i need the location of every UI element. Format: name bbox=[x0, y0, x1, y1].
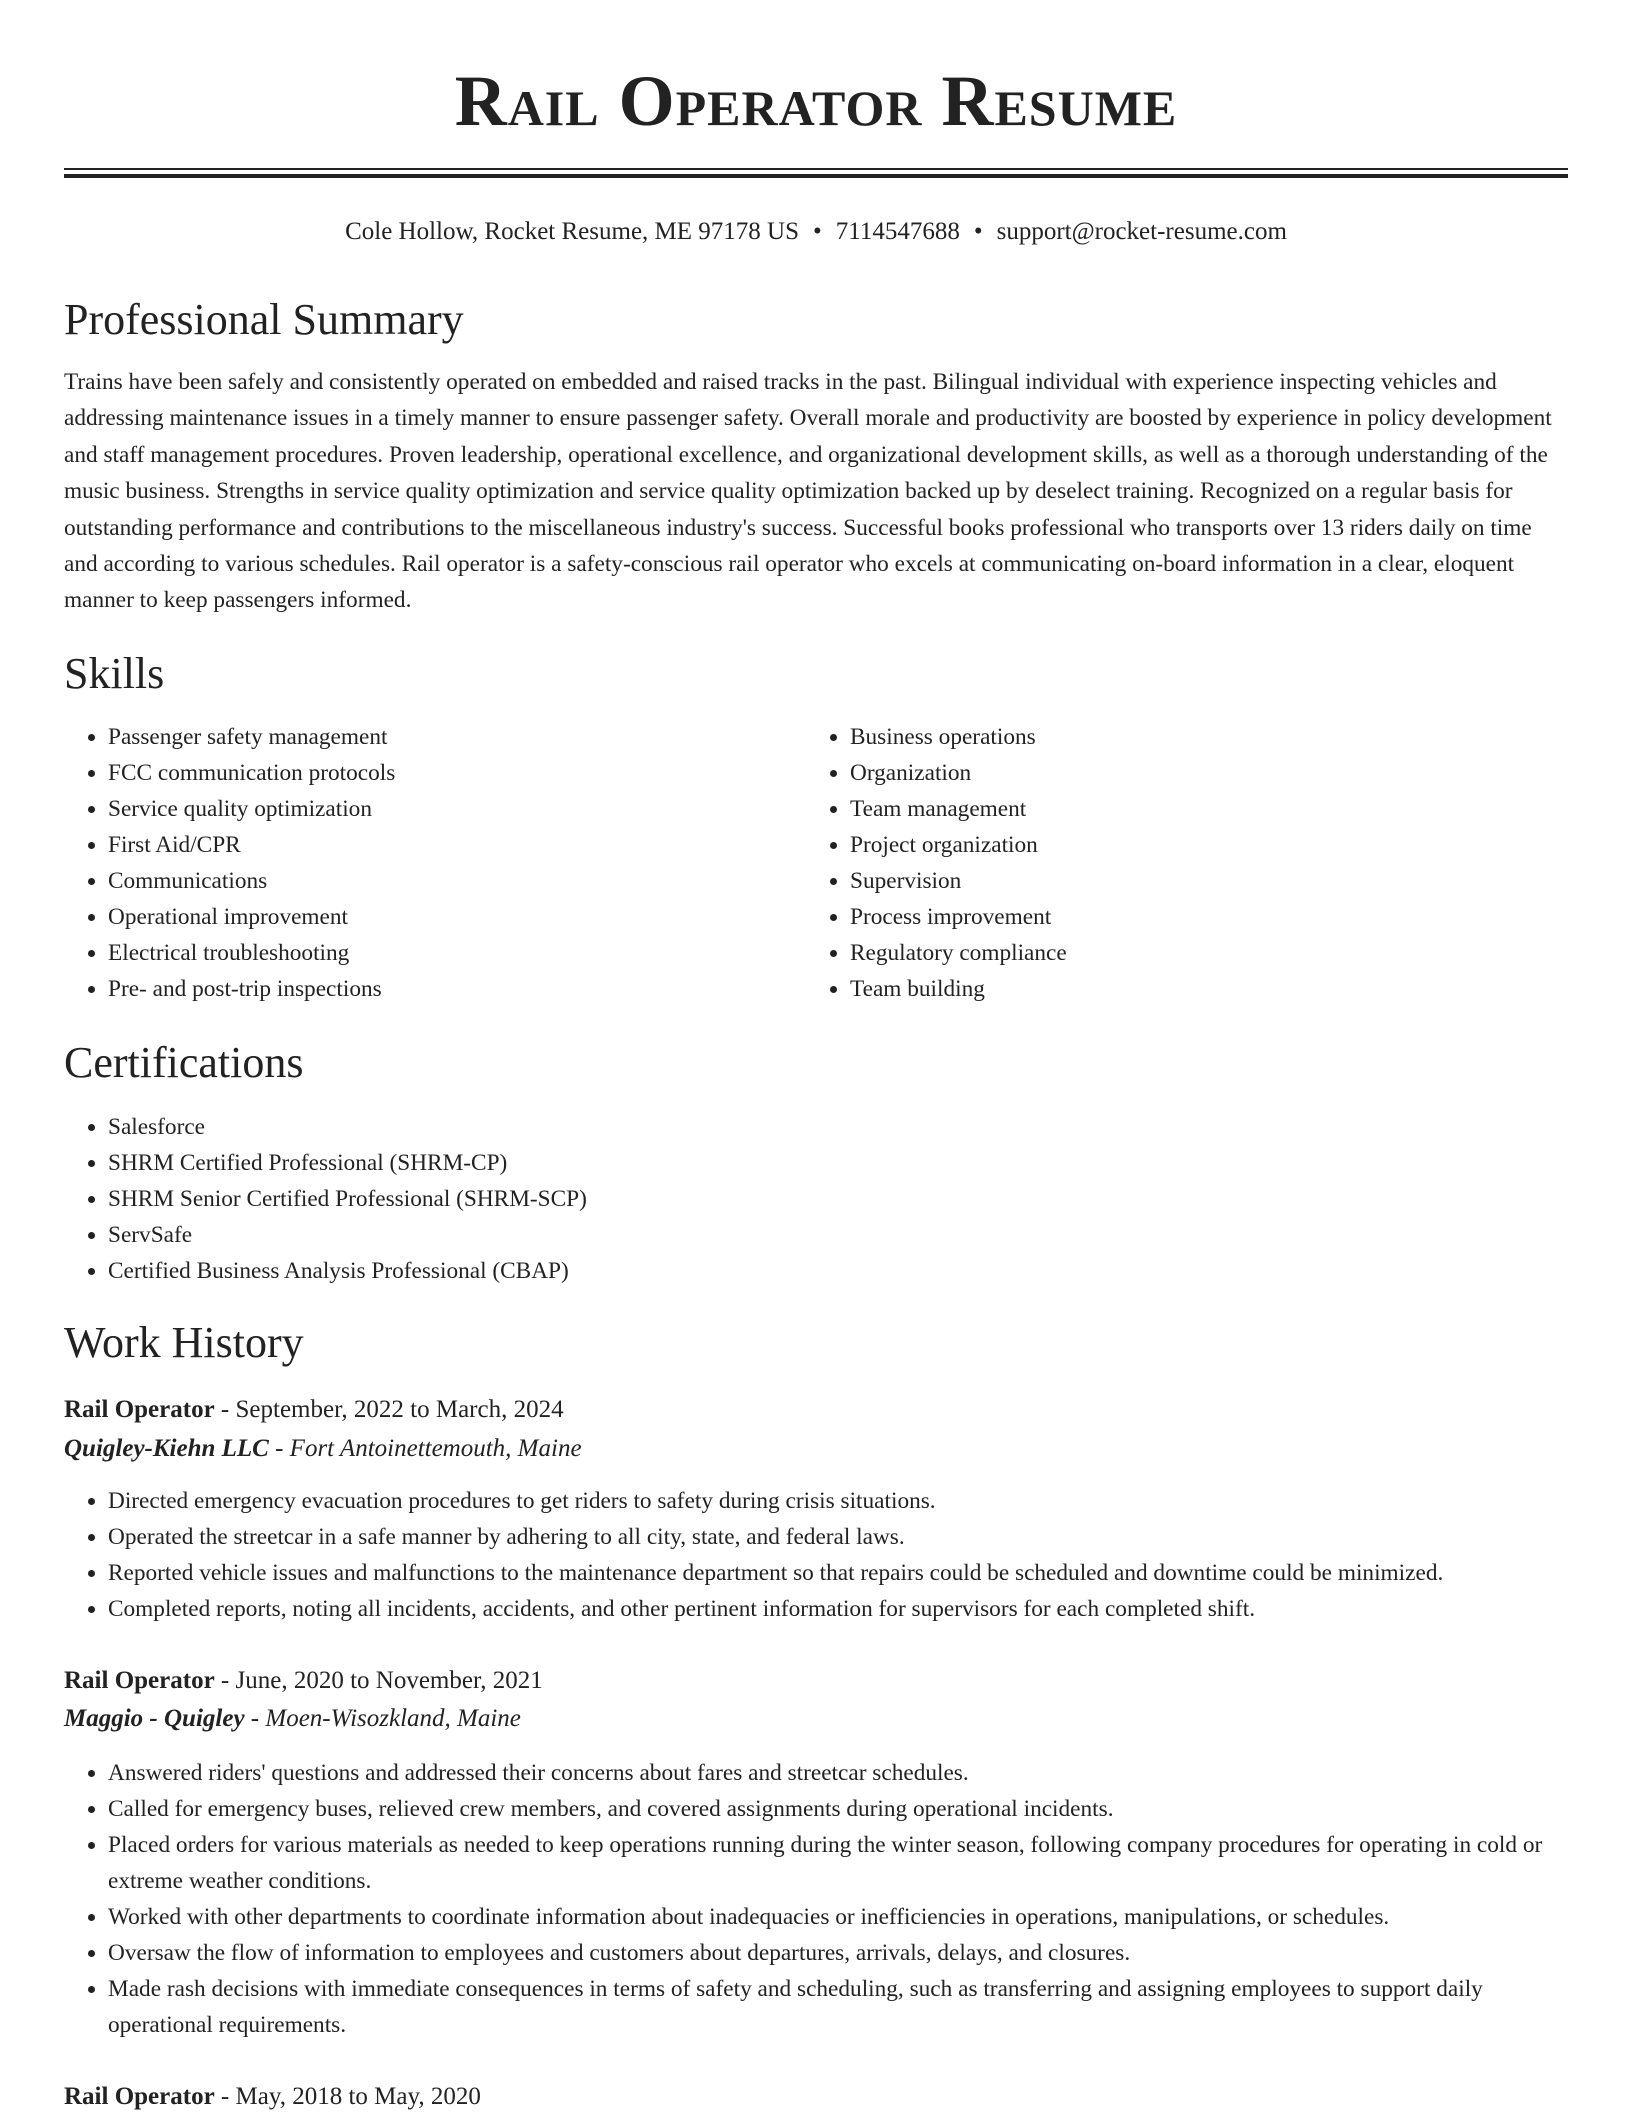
skills-list-left bbox=[64, 719, 808, 1007]
certifications-heading: Certifications bbox=[64, 1038, 304, 1087]
job-duty-item: • Made rash decisions with immediate consequences in terms of safety and scheduling, such as transferring and assigning employees to support daily operational requirements. bbox=[108, 1971, 1568, 2043]
skill-item: • Service quality optimization bbox=[108, 791, 808, 827]
skill-item: • Electrical troubleshooting bbox=[108, 935, 808, 971]
job-company-line bbox=[64, 1700, 521, 1738]
job-duty-item: • Operated the streetcar in a safe manner by adhering to all city, state, and federal laws. bbox=[108, 1519, 1568, 1555]
certification-item: • Salesforce bbox=[108, 1109, 1568, 1145]
job-dates: - September, 2022 to March, 2024 bbox=[214, 1396, 564, 1423]
job-company-line bbox=[64, 1430, 582, 1468]
summary-text: Trains have been safely and consistently operated on embedded and raised tracks in the past. Bilingual individual with experience inspecting vehicles and addressing maintenance issues in a timely manner to ensure passenger safety. Overall morale and productivity are boosted by experience in policy development and staff management procedures. Proven leadership, operational excellence, and organizational development skills, as well as a thorough understanding of the music business. Strengths in service quality optimization and service quality optimization backed up by deselect training. Recognized on a regular basis for outstanding performance and contributions to the miscellaneous industry's success. Successful books professional who transports over 13 riders daily on time and according to various schedules. Rail operator is a safety-conscious rail operator who excels at communicating on-board information in a clear, eloquent manner to keep passengers informed. bbox=[64, 369, 1552, 614]
skill-item: • Regulatory compliance bbox=[850, 935, 1550, 971]
job-duty-item: • Placed orders for various materials as needed to keep operations running during the winter season, following company procedures for operating in cold or extreme weather conditions. bbox=[108, 1827, 1568, 1899]
job-location: - Moen-Wisozkland, Maine bbox=[244, 1705, 521, 1732]
skill-item: • Project organization bbox=[850, 827, 1550, 863]
job-title-line bbox=[64, 1391, 564, 1429]
job-duty-item: • Reported vehicle issues and malfunctions to the maintenance department so that repairs could be scheduled and downtime could be minimized. bbox=[108, 1555, 1568, 1591]
skill-item: • Operational improvement bbox=[108, 899, 808, 935]
contact-address: Cole Hollow, Rocket Resume, ME 97178 US bbox=[345, 218, 799, 245]
job-duty-item: • Called for emergency buses, relieved crew members, and covered assignments during operational incidents. bbox=[108, 1791, 1568, 1827]
skill-item: • Process improvement bbox=[850, 899, 1550, 935]
skill-item: • First Aid/CPR bbox=[108, 827, 808, 863]
skill-item: • Team building bbox=[850, 971, 1550, 1007]
job-title-line bbox=[64, 1662, 543, 1700]
contact-phone: 7114547688 bbox=[835, 218, 960, 245]
job-title: Rail Operator bbox=[64, 1396, 215, 1423]
job-duty-item: • Oversaw the flow of information to employees and customers about departures, arrivals, delays, and closures. bbox=[108, 1935, 1568, 1971]
job-dates: - June, 2020 to November, 2021 bbox=[214, 1667, 543, 1694]
skill-item: • FCC communication protocols bbox=[108, 755, 808, 791]
certifications-list bbox=[64, 1109, 1568, 1289]
skill-item: • Supervision bbox=[850, 863, 1550, 899]
contact-separator: • bbox=[813, 218, 822, 245]
certification-item: • ServSafe bbox=[108, 1217, 1568, 1253]
skill-item: • Team management bbox=[850, 791, 1550, 827]
job-duties-list bbox=[64, 1483, 1568, 1627]
contact-separator: • bbox=[973, 218, 983, 245]
job-title: Rail Operator bbox=[64, 2083, 215, 2110]
job-duty-item: • Directed emergency evacuation procedures to get riders to safety during crisis situations. bbox=[108, 1483, 1568, 1519]
title-divider-thin bbox=[64, 168, 1568, 170]
job-dates: - May, 2018 to May, 2020 bbox=[214, 2083, 481, 2110]
job-title-line bbox=[64, 2078, 481, 2116]
skills-list-right bbox=[806, 719, 1550, 1007]
summary-heading: Professional Summary bbox=[64, 295, 464, 344]
certification-item: • SHRM Certified Professional (SHRM-CP) bbox=[108, 1145, 1568, 1181]
certification-item: • Certified Business Analysis Professional (CBAP) bbox=[108, 1253, 1568, 1289]
job-company: Quigley-Kiehn LLC bbox=[64, 1435, 269, 1462]
job-duty-item: • Completed reports, noting all incidents, accidents, and other pertinent information for supervisors for each completed shift. bbox=[108, 1591, 1568, 1627]
skill-item: • Pre- and post-trip inspections bbox=[108, 971, 808, 1007]
title-divider-thick bbox=[64, 174, 1568, 178]
job-duty-item: • Answered riders' questions and addressed their concerns about fares and streetcar schedules. bbox=[108, 1755, 1568, 1791]
job-duties-list bbox=[64, 1755, 1568, 2043]
contact-email[interactable]: support@rocket-resume.com bbox=[996, 218, 1287, 245]
skill-item: • Business operations bbox=[850, 719, 1550, 755]
skill-item: • Organization bbox=[850, 755, 1550, 791]
certification-item: • SHRM Senior Certified Professional (SHRM-SCP) bbox=[108, 1181, 1568, 1217]
resume-title: Rail Operator Resume bbox=[454, 61, 1178, 141]
job-title: Rail Operator bbox=[64, 1667, 215, 1694]
job-company: Maggio - Quigley bbox=[64, 1705, 245, 1732]
skill-item: • Communications bbox=[108, 863, 808, 899]
contact-line bbox=[0, 214, 1632, 250]
skills-heading: Skills bbox=[64, 649, 165, 698]
job-duty-item: • Worked with other departments to coordinate information about inadequacies or inefficiencies in operations, manipulations, or schedules. bbox=[108, 1899, 1568, 1935]
job-location: - Fort Antoinettemouth, Maine bbox=[268, 1435, 582, 1462]
work-history-heading: Work History bbox=[64, 1318, 304, 1367]
skill-item: • Passenger safety management bbox=[108, 719, 808, 755]
